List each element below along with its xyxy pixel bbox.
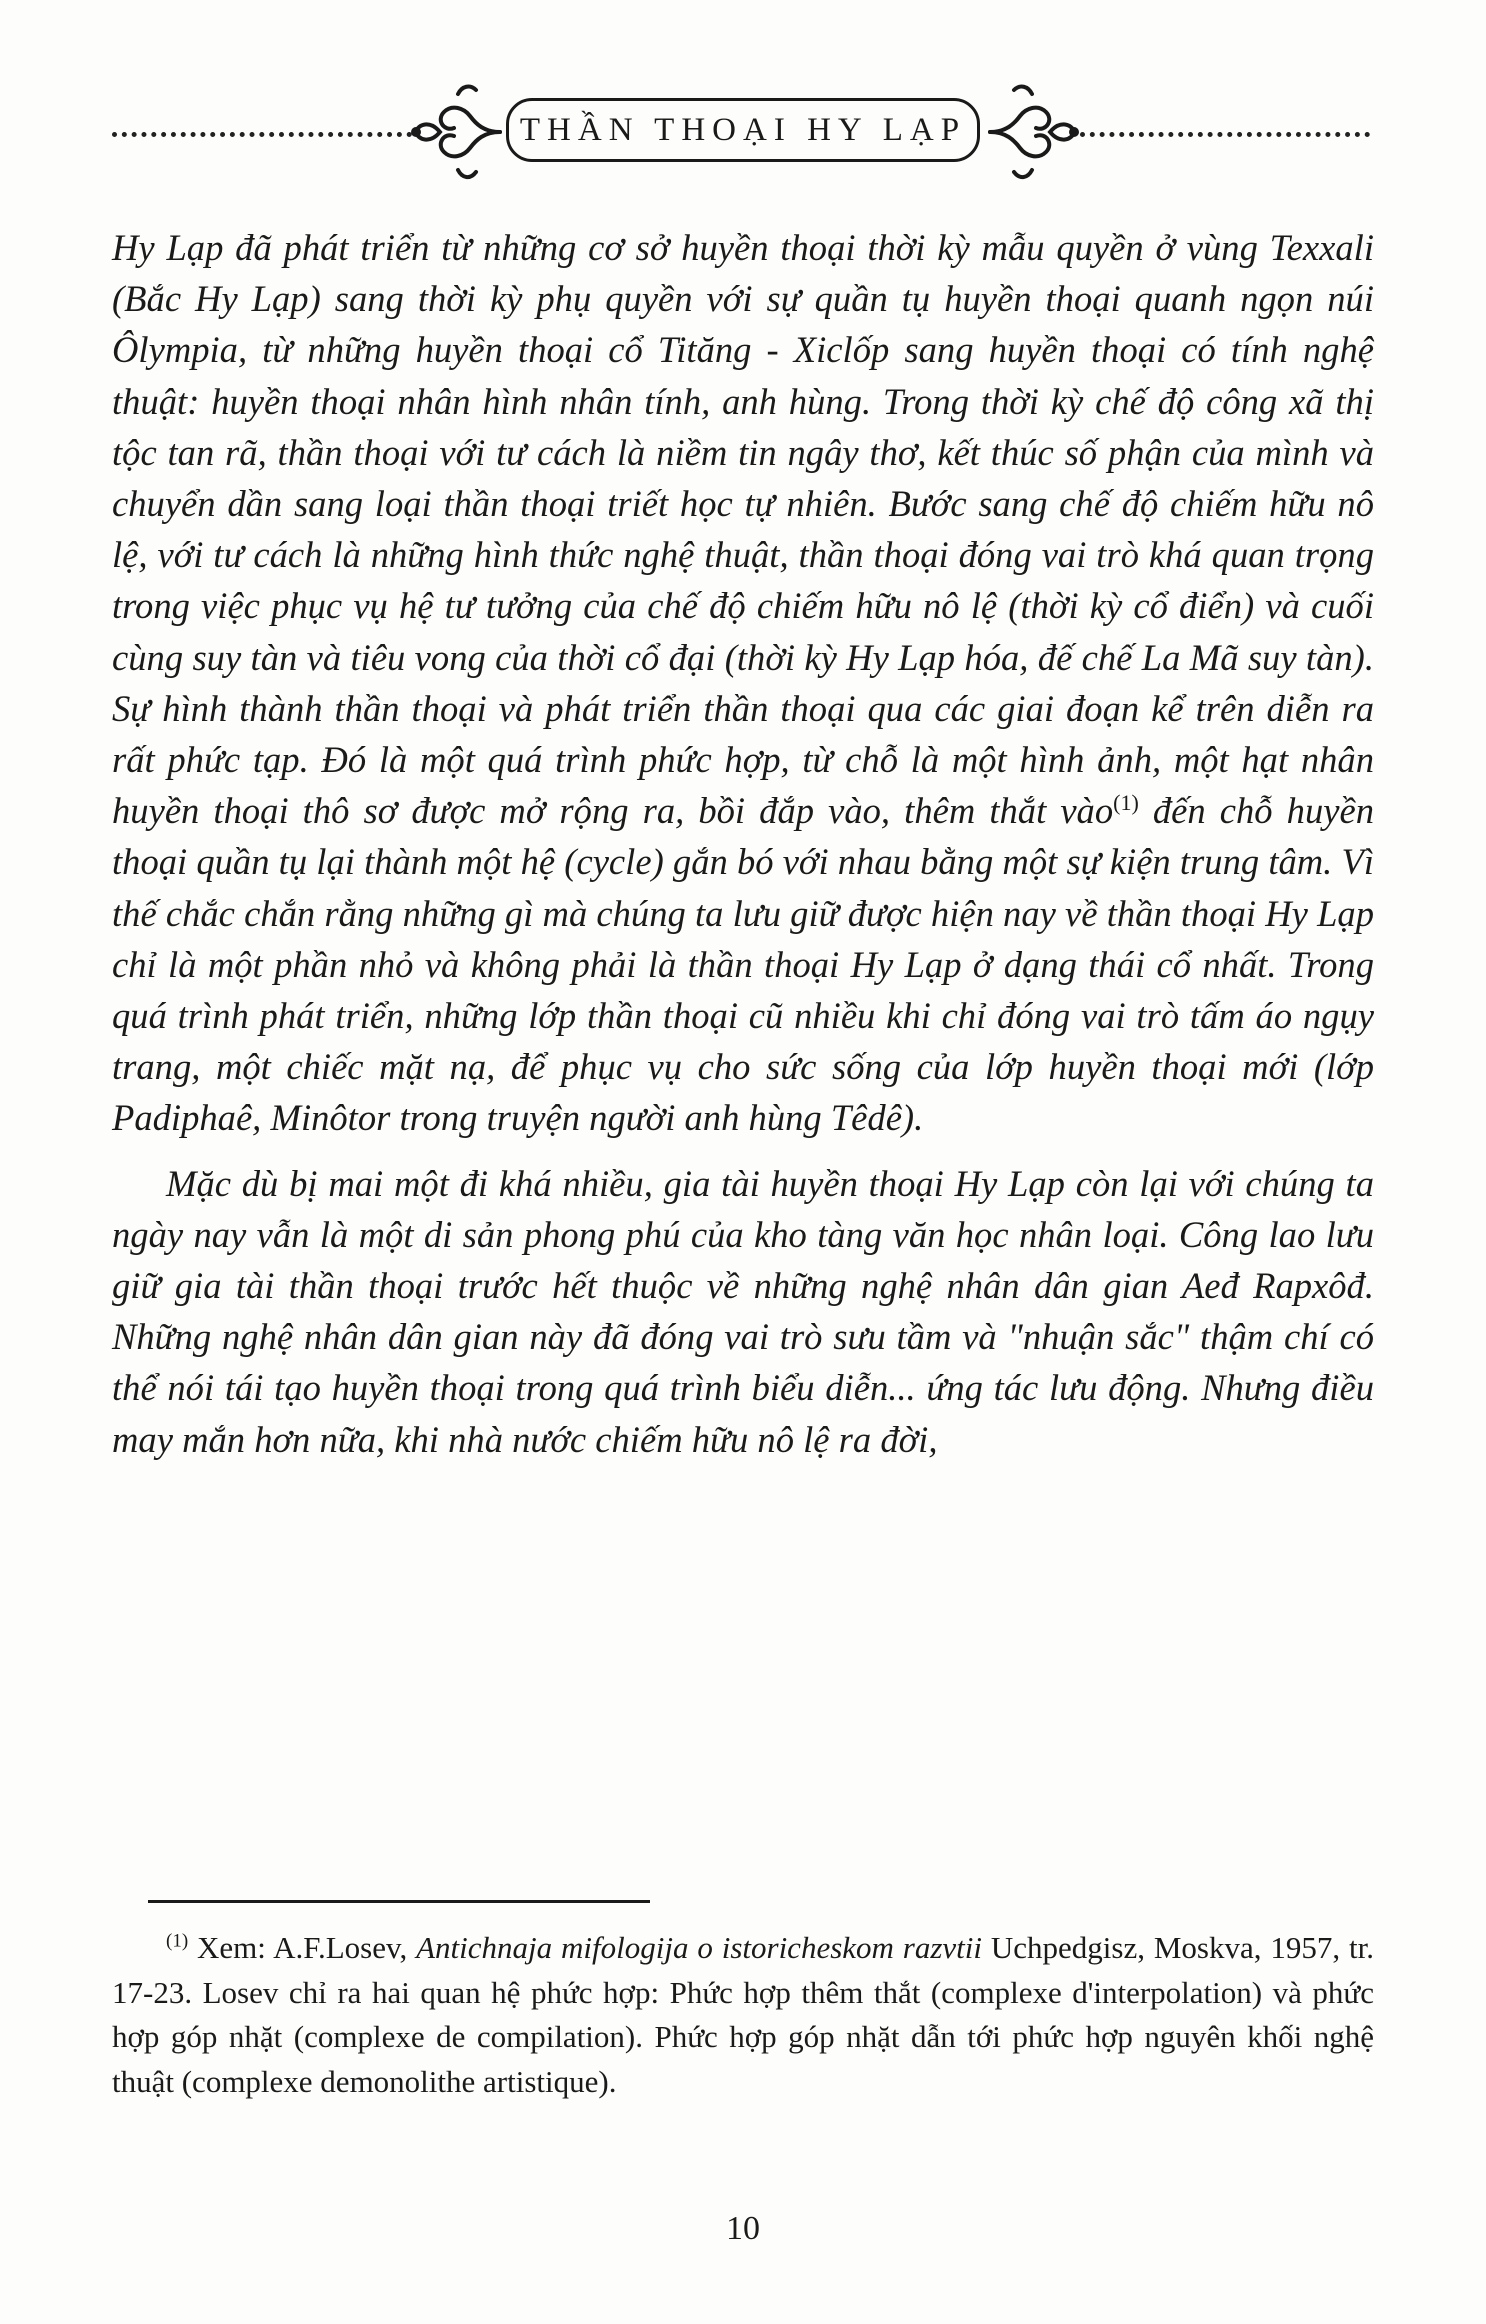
- paragraph-1-text-before-note: Hy Lạp đã phát triển từ những cơ sở huyền thoại thời kỳ mẫu quyền ở vùng Texxali (Bắc Hy Lạp) sang thời kỳ phụ quyền với sự quần tụ huyền thoại quanh ngọn núi Ôlympia, từ những huyền thoại cổ Tităng - Xiclốp sang huyền thoại có tính nghệ thuật: huyền thoại nhân hình nhân tính, anh hùng. Trong thời kỳ chế độ công xã thị tộc tan rã, thần thoại với tư cách là niềm tin ngây thơ, kết thúc số phận của mình và chuyển dần sang loại thần thoại triết học tự nhiên. Bước sang chế độ chiếm hữu nô lệ, với tư cách là những hình thức nghệ thuật, thần thoại đóng vai trò khá quan trọng trong việc phục vụ hệ tư tưởng của chế độ chiếm hữu nô lệ (thời kỳ cổ điển) và cuối cùng suy tàn và tiêu vong của thời cổ đại (thời kỳ Hy Lạp hóa, đế chế La Mã suy tàn). Sự hình thành thần thoại và phát triển thần thoại qua các giai đoạn kể trên diễn ra rất phức tạp. Đó là một quá trình phức hợp, từ chỗ là một hình ảnh, một hạt nhân huyền thoại thô sơ được mở rộng ra, bồi đắp vào, thêm thắt vào: [112, 227, 1374, 832]
- paragraph-1: [112, 222, 1374, 1144]
- scroll-ornament-left-icon: [400, 80, 510, 180]
- footnote-marker: (1): [166, 1930, 189, 1952]
- paragraph-2: Mặc dù bị mai một đi khá nhiều, gia tài huyền thoại Hy Lạp còn lại với chúng ta ngày nay vẫn là một di sản phong phú của kho tàng văn học nhân loại. Công lao lưu giữ gia tài thần thoại trước hết thuộc về những nghệ nhân dân gian Aeđ Rapxôđ. Những nghệ nhân dân gian này đã đóng vai trò sưu tầm và "nhuận sắc" thậm chí có thể nói tái tạo huyền thoại trong quá trình biểu diễn... ứng tác lưu động. Nhưng điều may mắn hơn nữa, khi nhà nước chiếm hữu nô lệ ra đời,: [112, 1162, 1374, 1460]
- body-text: [112, 222, 1374, 1465]
- running-header: [100, 72, 1386, 182]
- footnote-rest: Uchpedgisz, Moskva, 1957, tr. 17-23. Losev chỉ ra hai quan hệ phức hợp: Phức hợp thêm thắt (complexe d'interpolation) và phức hợp góp nhặt (complexe de compilation). Phức hợp góp nhặt dẫn tới phức hợp nguyên khối nghệ thuật (complexe demonolithe artistique).: [112, 1930, 1374, 2099]
- scroll-ornament-right-icon: [980, 80, 1090, 180]
- header-dotted-rule-right: [1080, 132, 1370, 137]
- page-number: 10: [726, 2210, 760, 2247]
- footnote-separator: [148, 1900, 650, 1903]
- footnote-lead: Xem: A.F.Losev,: [188, 1930, 417, 1965]
- footnote-reference[interactable]: (1): [1113, 790, 1139, 816]
- footnote: [112, 1926, 1374, 2104]
- paragraph-1-text-after-note: đến chỗ huyền thoại quần tụ lại thành một hệ (cycle) gắn bó với nhau bằng một sự kiện trung tâm. Vì thế chắc chắn rằng những gì mà chúng ta lưu giữ được hiện nay về thần thoại Hy Lạp chỉ là một phần nhỏ và không phải là thần thoại Hy Lạp ở dạng thái cổ nhất. Trong quá trình phát triển, những lớp thần thoại cũ nhiều khi chỉ đóng vai trò tấm áo ngụy trang, một chiếc mặt nạ, để phục vụ cho sức sống của lớp huyền thoại mới (lớp Padiphaê, Minôtor trong truyện người anh hùng Têdê).: [112, 790, 1374, 1139]
- running-title: THẦN THOẠI HY LẠP: [506, 98, 980, 162]
- header-dotted-rule-left: [112, 132, 412, 137]
- footnote-book-title: Antichnaja mifologija o istoricheskom razvtii: [416, 1930, 983, 1965]
